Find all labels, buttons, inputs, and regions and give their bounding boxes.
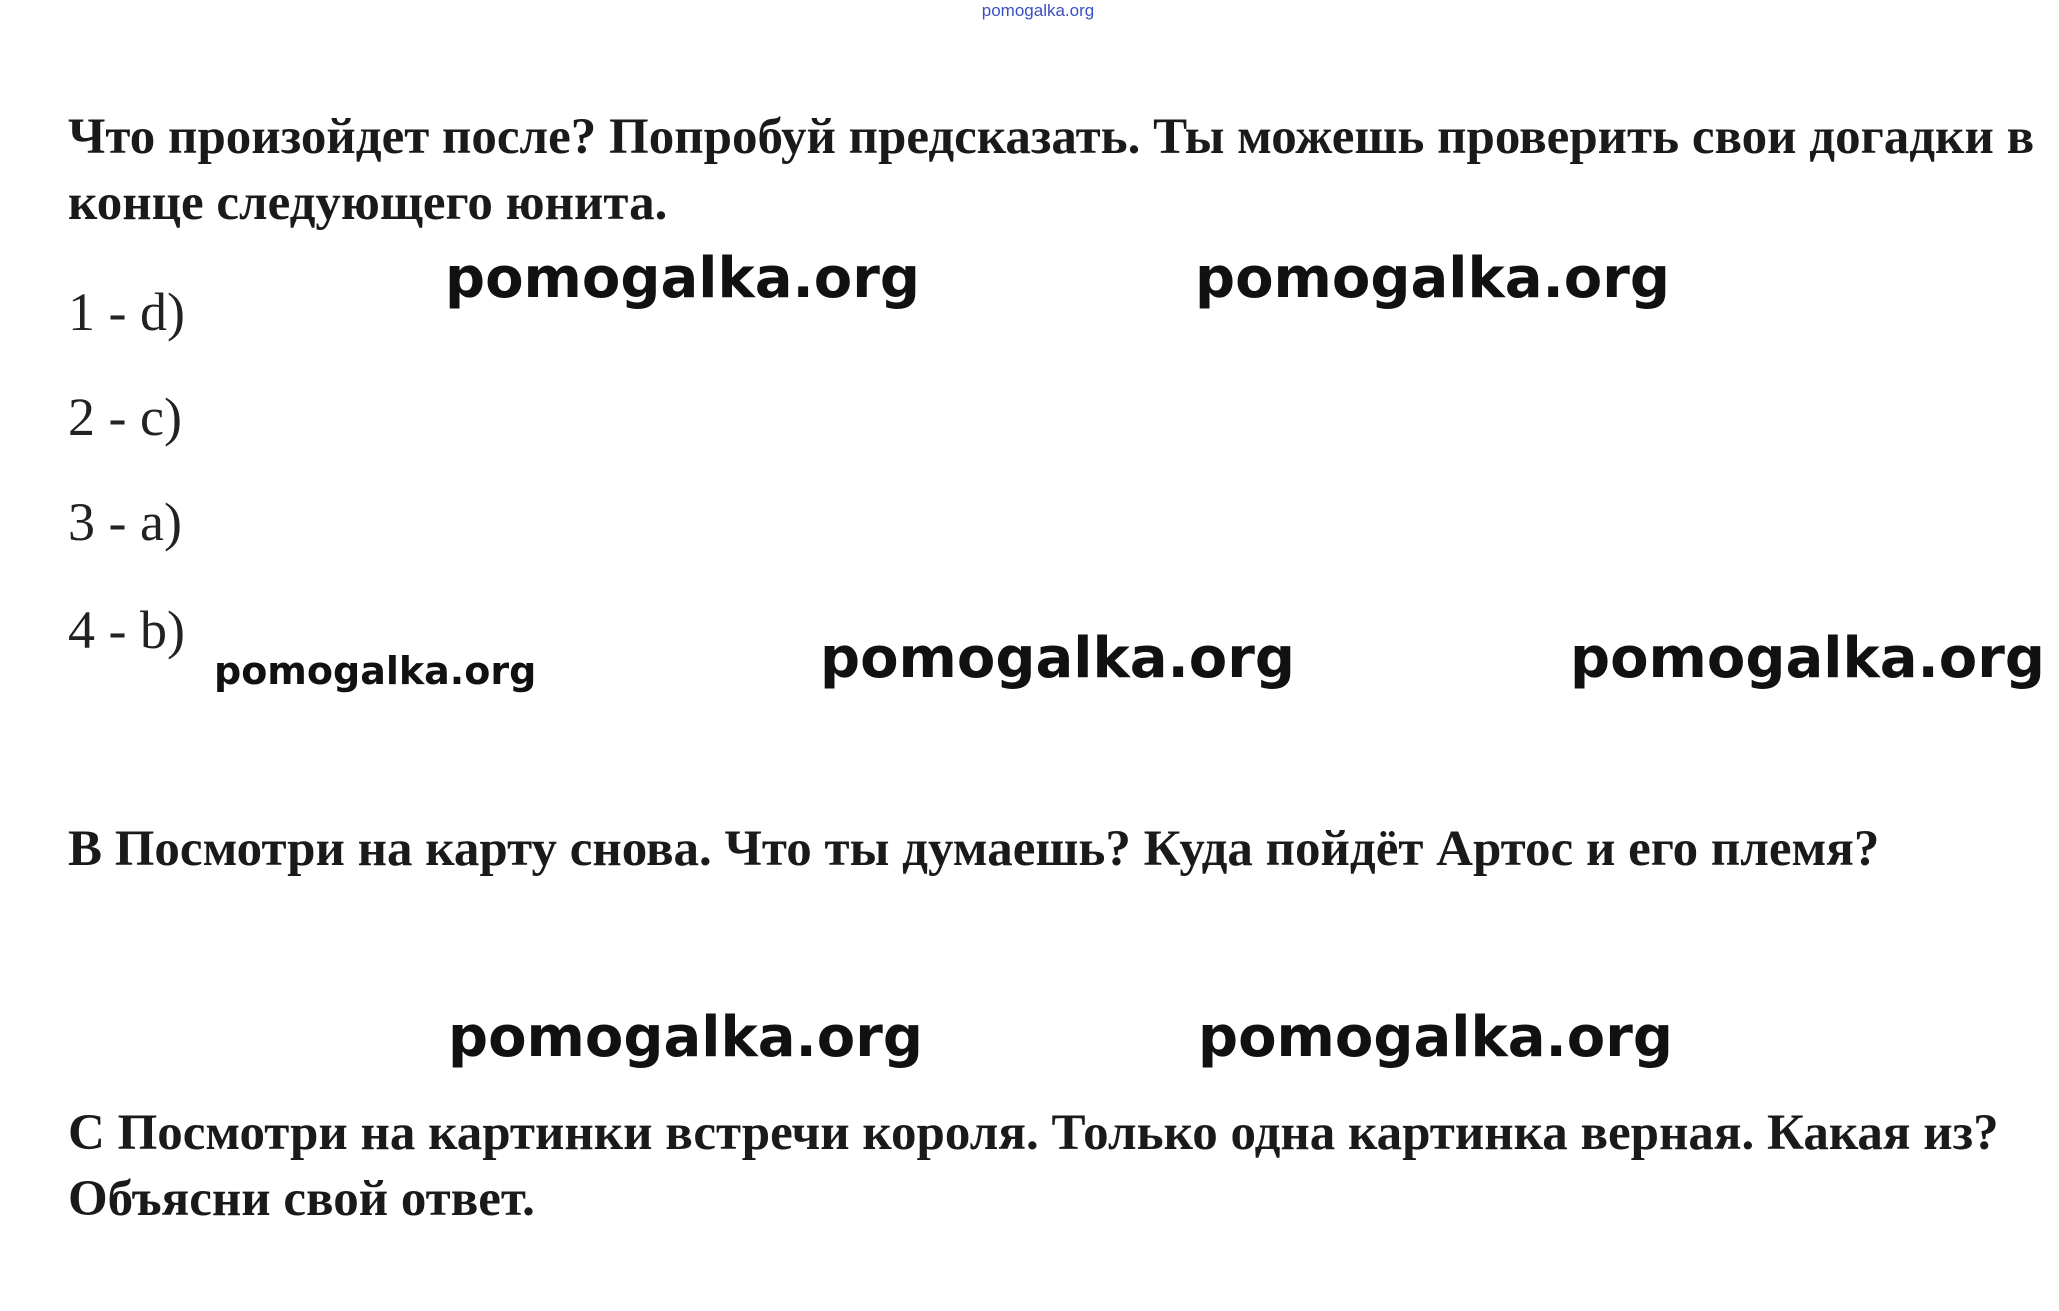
answer-3: 3 - a): [68, 492, 182, 552]
answer-1: 1 - d): [68, 282, 185, 342]
watermark-row2-right: pomogalka.org: [1570, 626, 2045, 691]
watermark-row3-left: pomogalka.org: [448, 1005, 923, 1070]
top-watermark: pomogalka.org: [981, 1, 1095, 20]
watermark-row2-mid: pomogalka.org: [820, 626, 1295, 691]
section-c-heading: C Посмотри на картинки встречи короля. Только одна картинка верная. Какая из? Объясни свой ответ.: [68, 1105, 1999, 1227]
watermark-row1-left: pomogalka.org: [445, 246, 920, 311]
watermark-row1-right: pomogalka.org: [1195, 246, 1670, 311]
answer-4: 4 - b): [68, 600, 185, 660]
watermark-row2-small: pomogalka.org: [214, 649, 537, 693]
section-b-heading: B Посмотри на карту снова. Что ты думаешь? Куда пойдёт Артос и его племя?: [68, 821, 1880, 877]
watermark-row3-right: pomogalka.org: [1198, 1005, 1673, 1070]
answer-2: 2 - c): [68, 387, 182, 447]
section-a-heading: Что произойдет после? Попробуй предсказать. Ты можешь проверить свои догадки в конце следующего юнита.: [68, 109, 2035, 231]
